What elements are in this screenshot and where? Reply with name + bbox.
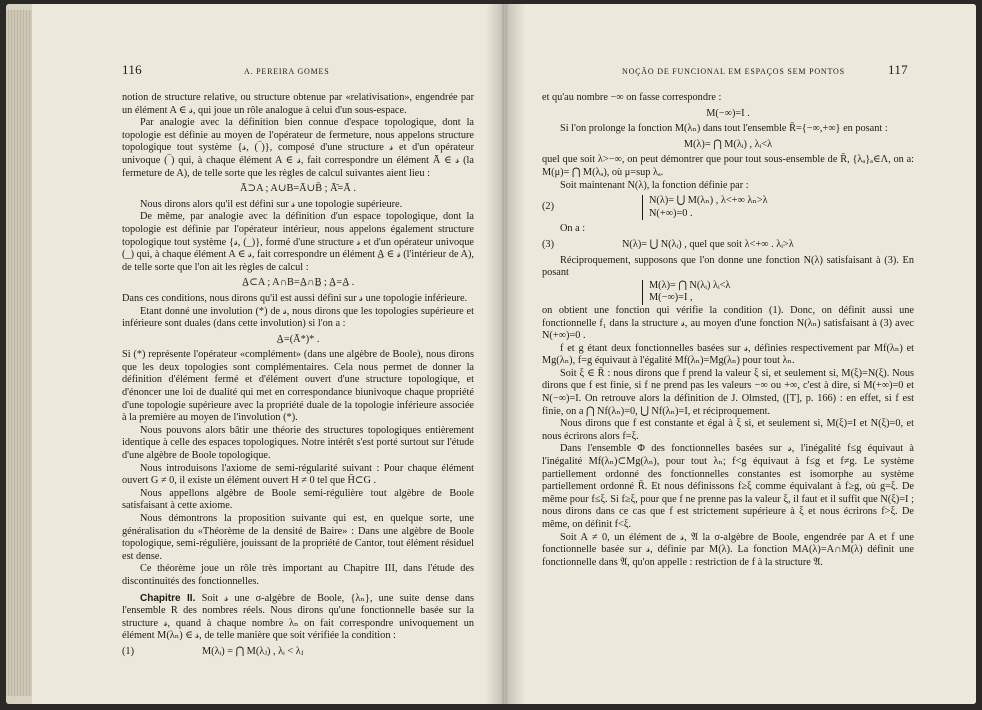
equation: M(−∞)=I .	[706, 107, 750, 119]
equation-number: (1)	[122, 645, 135, 657]
paragraph: Ce théorème joue un rôle très important au Chapitre III, dans l'étude des discontinuités des fonctionnelles.	[122, 563, 474, 587]
equation-number: (3)	[542, 238, 555, 250]
paragraph: et qu'au nombre −∞ on fasse correspondre :	[542, 92, 722, 103]
paragraph: Soit ξ ∈ R̄ : nous dirons que f prend la valeur ξ si, et seulement si, M(ξ)=N(ξ). Nous dirons que f est finie, si f ne prend pas les valeurs −∞ ou +∞, c'est à dire, si M(+∞)=0 et N(−∞)=I. On retrouve alors la définition de J. Olmsted, ([T], p. 166) : en effet, si f est finie, on a ⋂ Nf(λₙ)=0, ⋃ Nf(λₙ)=I, et réciproquement.	[542, 367, 914, 417]
paragraph: notion de structure relative, ou structure obtenue par «relativisation», engendrée par un élément A ∈ 𝓈, qui joue un rôle analogue à celui d'un sous-espace.	[122, 92, 474, 116]
open-book	[6, 4, 976, 704]
numbered-equation	[542, 239, 914, 252]
equation: M(λ)= ⋂ M(λᵢ) , λᵢ<λ	[683, 138, 773, 150]
paragraph: On a :	[560, 223, 586, 235]
paragraph: Soit A ≠ 0, un élément de 𝓈, 𝔄 la σ-algèbre de Boole, engendrée par A et f une fonctionnelle basée sur 𝓈, définie par M(λ). La fonction MA(λ)=A∩M(λ) définit une fonctionnelle dans 𝔄, qu'on appelle : restriction de f à la structure 𝔄.	[542, 531, 914, 568]
paragraph	[122, 593, 474, 643]
paragraph: quel que soit λ>−∞, on peut démontrer que pour tout sous-ensemble de R̄, {λₐ}ₐ∈Λ, on a: M(μ)= ⋂ M(λₐ), où μ=sup λₐ.	[542, 154, 914, 178]
paragraph: Dans l'ensemble Φ des fonctionnelles basées sur 𝓈, l'inégalité f≤g équivaut à l'inégalité Mf(λₙ)⊂Mg(λₙ), pour tout λₙ; f<g équivaut à f≤g et f≠g. Le système partiellement ordonné des fonctionnelles constantes est isomorphe au système partiellement ordonné R̄. Et nous définissons f≥ξ comme équivalant à f≥g, où g=ξ. De même pour f≤ξ. Si f≥ξ, pour que f ne prenne pas la valeur ξ, il faut et il suffit que N(ξ)=I ; nous dirons dans ce cas que f est strictement supérieure à ξ et nous écrirons f>ξ. De même, on définit f<ξ.	[542, 443, 914, 530]
equation-system	[642, 195, 914, 220]
paragraph: Nous introduisons l'axiome de semi-régularité suivant : Pour chaque élément ouvert G ≠ 0, il existe un élément ouvert H ≠ 0 tel que H̄⊂G .	[122, 462, 474, 487]
equation: A̲⊂A ; A∩B=A̲∩B̲ ; A̲̲=A̲ .	[241, 277, 355, 289]
equation-line: N(+∞)=0 .	[649, 207, 693, 219]
paragraph: Soit maintenant N(λ), la fonction définie par :	[560, 179, 749, 191]
paragraph: Nous appellons algèbre de Boole semi-régulière tout algèbre de Boole satisfaisant à cette axiome.	[122, 487, 474, 512]
equation-line: M(λ)= ⋂ N(λᵢ) λᵢ<λ	[649, 279, 731, 291]
paragraph: Par analogie avec la définition bien connue d'espace topologique, dont la topologie est définie au moyen de l'opérateur de fermeture, nous appelons structure topologique tout système {𝓈, (‾)}, composé d'une structure 𝓈 et d'un opérateur univoque (‾) qui, à chaque élément A ∈ 𝓈, fait correspondre un élément Ā ∈ 𝓈 (la fermeture de A), de telle sorte que les règles de calcul suivantes aient lieu :	[122, 117, 474, 179]
right-running-head: NOÇÃO DE FUNCIONAL EM ESPAÇOS SEM PONTOS	[622, 67, 845, 76]
numbered-equation	[542, 195, 914, 220]
paragraph: Nous dirons que f est constante et égal à ξ si, et seulement si, M(ξ)=I et N(ξ)=0, et nous écrirons alors f=ξ.	[542, 418, 914, 442]
left-page-number: 116	[122, 62, 142, 77]
paragraph: Nous dirons alors qu'il est défini sur 𝓈 une topologie supérieure.	[140, 198, 403, 210]
paragraph: Si l'on prolonge la fonction M(λₙ) dans tout l'ensemble R̄={−∞,+∞} en posant :	[560, 123, 888, 135]
chapter-text: Soit 𝓈 une σ-algèbre de Boole, {λₙ}, une suite dense dans l'ensemble R des nombres réels. Nous dirons qu'une fonctionnelle basée sur la structure 𝓈, quand à chaque nombre λₙ on fait correspondre univoquement un élément M(λₙ) ∈ 𝓈, de telle manière que soit vérifiée la condition :	[122, 592, 475, 642]
equation-line: M(−∞)=I ,	[649, 292, 693, 304]
paragraph: Si (*) représente l'opérateur «complément» (dans une algèbre de Boole), nous dirons que les deux topologies sont complémentaires. Cela nous permet de donner la définition d'élément fermé et d'élément ouvert d'une structure topologique, et d'énoncer une loi de dualité qui met en correspondance biunivoque chaque propriété d'une topologie supérieure avec la propriété duale de la topologie inférieure associée à la première au moyen de l'involution (*).	[122, 349, 474, 424]
paragraph: Etant donné une involution (*) de 𝓈, nous dirons que les topologies supérieure et inférieure sont duales (dans cette involution) si l'on a :	[122, 305, 474, 330]
paragraph: on obtient une fonction qui vérifie la condition (1). Donc, on définit aussi une fonctionnelle f₁ dans la structure 𝓈, au moyen d'une fonction N(λₙ) satisfaisant à (3) avec N(+∞)=0 .	[542, 304, 914, 342]
equation-body: M(λᵢ) = ⋂ M(λⱼ) , λᵢ < λⱼ	[202, 645, 304, 657]
numbered-equation	[122, 646, 474, 659]
equation: A̲=(Ā*)* .	[276, 333, 320, 345]
left-running-head: A. PEREIRA GOMES	[244, 67, 330, 76]
paragraph: Dans ces conditions, nous dirons qu'il est aussi défini sur 𝓈 une topologie inférieure.	[122, 292, 468, 304]
equation-system	[642, 280, 914, 305]
left-page	[32, 4, 502, 704]
paragraph: Réciproquement, supposons que l'on donne une fonction N(λ) satisfaisant à (3). En posant	[542, 254, 914, 279]
left-body	[122, 92, 474, 662]
paragraph: Nous démontrons la proposition suivante qui est, en quelque sorte, une généralisation du «Théorème de la densité de Baire» : Dans une algèbre de Boole topologique, semi-régulière, jouissant de la propriété de Cantor, tout élément résiduel est dense.	[122, 513, 474, 562]
equation-number: (2)	[542, 201, 555, 213]
page-edges	[6, 10, 32, 696]
right-body	[542, 92, 914, 569]
paragraph: Nous pouvons alors bâtir une théorie des structures topologiques entièrement identique à celle des espaces topologiques. Notre intérêt s'est porté surtout sur l'étude d'une algèbre de Boole topologique.	[122, 424, 474, 462]
equation-body: N(λ)= ⋃ N(λᵢ) , quel que soit λ<+∞ . λᵢ>λ	[622, 238, 794, 250]
right-page	[504, 4, 976, 704]
equation: Ā⊃A ; A∪B=Ā∪B̄ ; Ā̄=Ā .	[240, 183, 356, 195]
paragraph: f et g étant deux fonctionnelles basées sur 𝓈, définies respectivement par Mf(λₙ) et Mg(λₙ), f=g équivaut à l'égalité Mf(λₙ)=Mg(λₙ) pour tout λₙ.	[542, 342, 914, 367]
paragraph: De même, par analogie avec la définition d'un espace topologique, dont la topologie est définie par l'opérateur intérieur, nous appelons également structure topologique tout système {𝓈, (_)}, formé d'une structure 𝓈 et d'un opérateur univoque (_) qui, à chaque élément A ∈ 𝓈, fait correspondre un élément A̲ ∈ 𝓈 (l'intérieur de A), de telle sorte que l'on ait les règles de calcul :	[122, 211, 474, 273]
right-page-number: 117	[888, 62, 908, 77]
chapter-heading: Chapitre II.	[140, 592, 196, 604]
equation-line: N(λ)= ⋃ M(λₙ) , λ<+∞ λₙ>λ	[649, 195, 768, 207]
